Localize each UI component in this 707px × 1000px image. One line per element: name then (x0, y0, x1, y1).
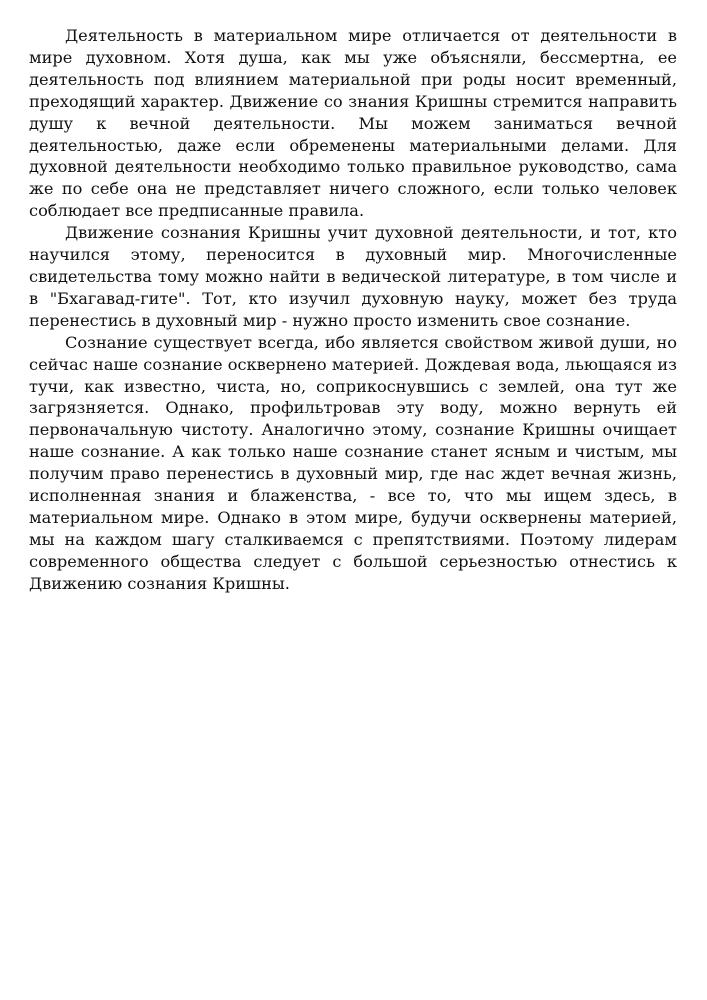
paragraph-2: Движение сознания Кришны учит духовной деятельности, и тот, кто научился этому, переносится в духовный мир. Многочисленные свидетельства тому можно найти в ведической литературе, в том числе и в "Бхагавад-гите". Тот, кто изучил духовную науку, может без труда перенестись в духовный мир - нужно просто изменить свое сознание. (29, 223, 677, 330)
paragraph-1: Деятельность в материальном мире отличается от деятельности в мире духовном. Хотя душа, как мы уже объясняли, бессмертна, ее деятельность под влиянием материальной при роды носит временный, преходящий характер. Движение со знания Кришны стремится направить душу к вечной деятельности. Мы можем заниматься вечной деятельностью, даже если обременены материальными делами. Для духовной деятельности необходимо только правильное руководство, сама же по себе она не представляет ничего сложного, если только человек соблюдает все предписанные правила. (29, 26, 677, 221)
document-page (29, 25, 677, 595)
paragraph-3: Сознание существует всегда, ибо является свойством живой души, но сейчас наше сознание осквернено материей. Дождевая вода, льющаяся из тучи, как известно, чиста, но, соприкоснувшись с землей, она тут же загрязняется. Однако, профильтровав эту воду, можно вернуть ей первоначальную чистоту. Аналогично этому, сознание Кришны очищает наше сознание. А как только наше сознание станет ясным и чистым, мы получим право перенестись в духовный мир, где нас ждет вечная жизнь, исполненная знания и блаженства, - все то, что мы ищем здесь, в материальном мире. Однако в этом мире, будучи осквернены материей, мы на каждом шагу сталкиваемся с препятствиями. Поэтому лидерам современного общества следует с большой серьезностью отнестись к Движению сознания Кришны. (29, 332, 677, 593)
